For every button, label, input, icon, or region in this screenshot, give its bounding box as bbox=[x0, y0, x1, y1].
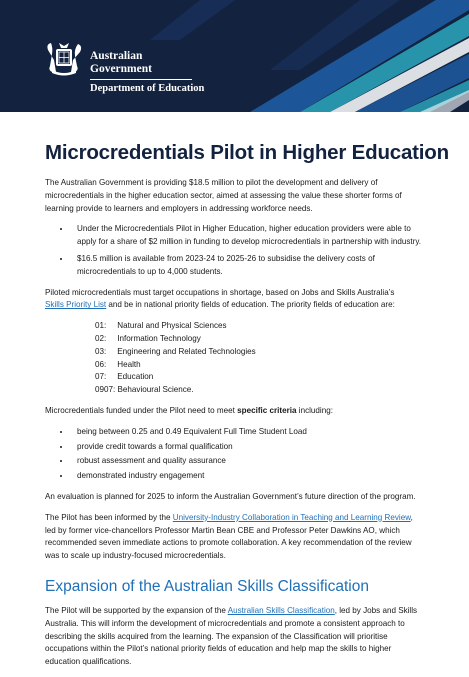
intro-paragraph: The Australian Government is providing $18.5 million to pilot the development and delivery of microcredentials in the higher education sector, aimed at assessing the value these shorter forms of learning provide to learners and employers in addressing workforce needs. bbox=[45, 178, 402, 213]
field-name: Information Technology bbox=[117, 333, 201, 343]
review-text-post: , led by former vice-chancellors Professor Martin Bean CBE and Professor Peter Dawkins AO, which recommended seven immediate actions to promote collaboration. A key recommendation of the review was to scale up industry-focused microcredentials. bbox=[45, 512, 413, 561]
section-heading: Expansion of the Australian Skills Classification bbox=[45, 577, 369, 595]
list-item bbox=[95, 320, 425, 333]
criteria-bullet: • provide credit towards a formal qualification bbox=[71, 441, 425, 454]
classification-text-pre: The Pilot will be supported by the expansion of the bbox=[45, 605, 226, 615]
field-code: 03: bbox=[95, 346, 107, 356]
targets-text-pre: Piloted microcredentials must target occupations in shortage, based on Jobs and Skills Australia’s bbox=[45, 287, 395, 297]
review-link[interactable]: University-Industry Collaboration in Teaching and Learning Review bbox=[172, 512, 411, 522]
field-code: 0907: bbox=[95, 385, 116, 395]
criteria-bullet-list bbox=[45, 426, 425, 483]
field-code: 02: bbox=[95, 333, 107, 343]
skills-classification-link[interactable]: Australian Skills Classification bbox=[227, 605, 335, 615]
org-line-1: Australian Government bbox=[90, 50, 192, 80]
field-code: 07: bbox=[95, 372, 107, 382]
list-item bbox=[95, 371, 425, 384]
field-code: 06: bbox=[95, 359, 107, 369]
review-paragraph bbox=[45, 512, 425, 563]
review-text-pre: The Pilot has been informed by the bbox=[45, 512, 171, 522]
intro-bullet: • $16.5 million is available from 2023-24 to 2025-26 to subsidise the delivery costs of microcredentials to up to 4,000 students. bbox=[71, 253, 425, 279]
criteria-bullet: • being between 0.25 and 0.49 Equivalent Full Time Student Load bbox=[71, 426, 425, 439]
org-line-2: Department of Education bbox=[90, 83, 205, 94]
government-logo-text bbox=[90, 50, 204, 95]
intro-bullet: • Under the Microcredentials Pilot in Higher Education, higher education providers were able to apply for a share of $2 million in funding to develop microcredentials in partnership with industry. bbox=[71, 223, 425, 249]
classification-text-post: , led by Jobs and Skills Australia. This will inform the development of microcredentials and promote a consistent approach to describing the skills acquired from the learning. The expansion of the Classification will prioritise occupations within the Pilot’s national priority fields of education and help map the skills to higher education qualifications. bbox=[45, 605, 418, 667]
classification-paragraph bbox=[45, 605, 425, 669]
criteria-text-bold: specific criteria bbox=[237, 405, 297, 415]
page-title: Microcredentials Pilot in Higher Education bbox=[45, 141, 449, 164]
priority-fields-list bbox=[95, 320, 425, 397]
header-banner bbox=[0, 0, 469, 112]
evaluation-paragraph: An evaluation is planned for 2025 to inform the Australian Government’s future direction of the program. bbox=[45, 491, 416, 501]
criteria-text-post: including: bbox=[298, 405, 333, 415]
criteria-paragraph bbox=[45, 405, 425, 418]
list-item bbox=[95, 333, 425, 346]
skills-priority-list-link[interactable]: Skills Priority List bbox=[45, 300, 107, 310]
field-name: Engineering and Related Technologies bbox=[117, 346, 256, 356]
field-code: 01: bbox=[95, 321, 107, 331]
field-name: Health bbox=[117, 359, 141, 369]
criteria-bullet: • robust assessment and quality assurance bbox=[71, 455, 425, 468]
targets-paragraph bbox=[45, 287, 425, 313]
intro-bullet-list bbox=[45, 223, 425, 278]
field-name: Education bbox=[117, 372, 154, 382]
document-body bbox=[45, 141, 449, 677]
criteria-text-pre: Microcredentials funded under the Pilot need to meet bbox=[45, 405, 235, 415]
list-item bbox=[95, 384, 425, 397]
field-name: Behavioural Science. bbox=[117, 385, 194, 395]
field-name: Natural and Physical Sciences bbox=[117, 321, 227, 331]
criteria-bullet: • demonstrated industry engagement bbox=[71, 470, 425, 483]
list-item bbox=[95, 359, 425, 372]
targets-text-post: and be in national priority fields of education. The priority fields of education are: bbox=[108, 300, 395, 310]
coat-of-arms-icon bbox=[44, 40, 84, 76]
list-item bbox=[95, 346, 425, 359]
